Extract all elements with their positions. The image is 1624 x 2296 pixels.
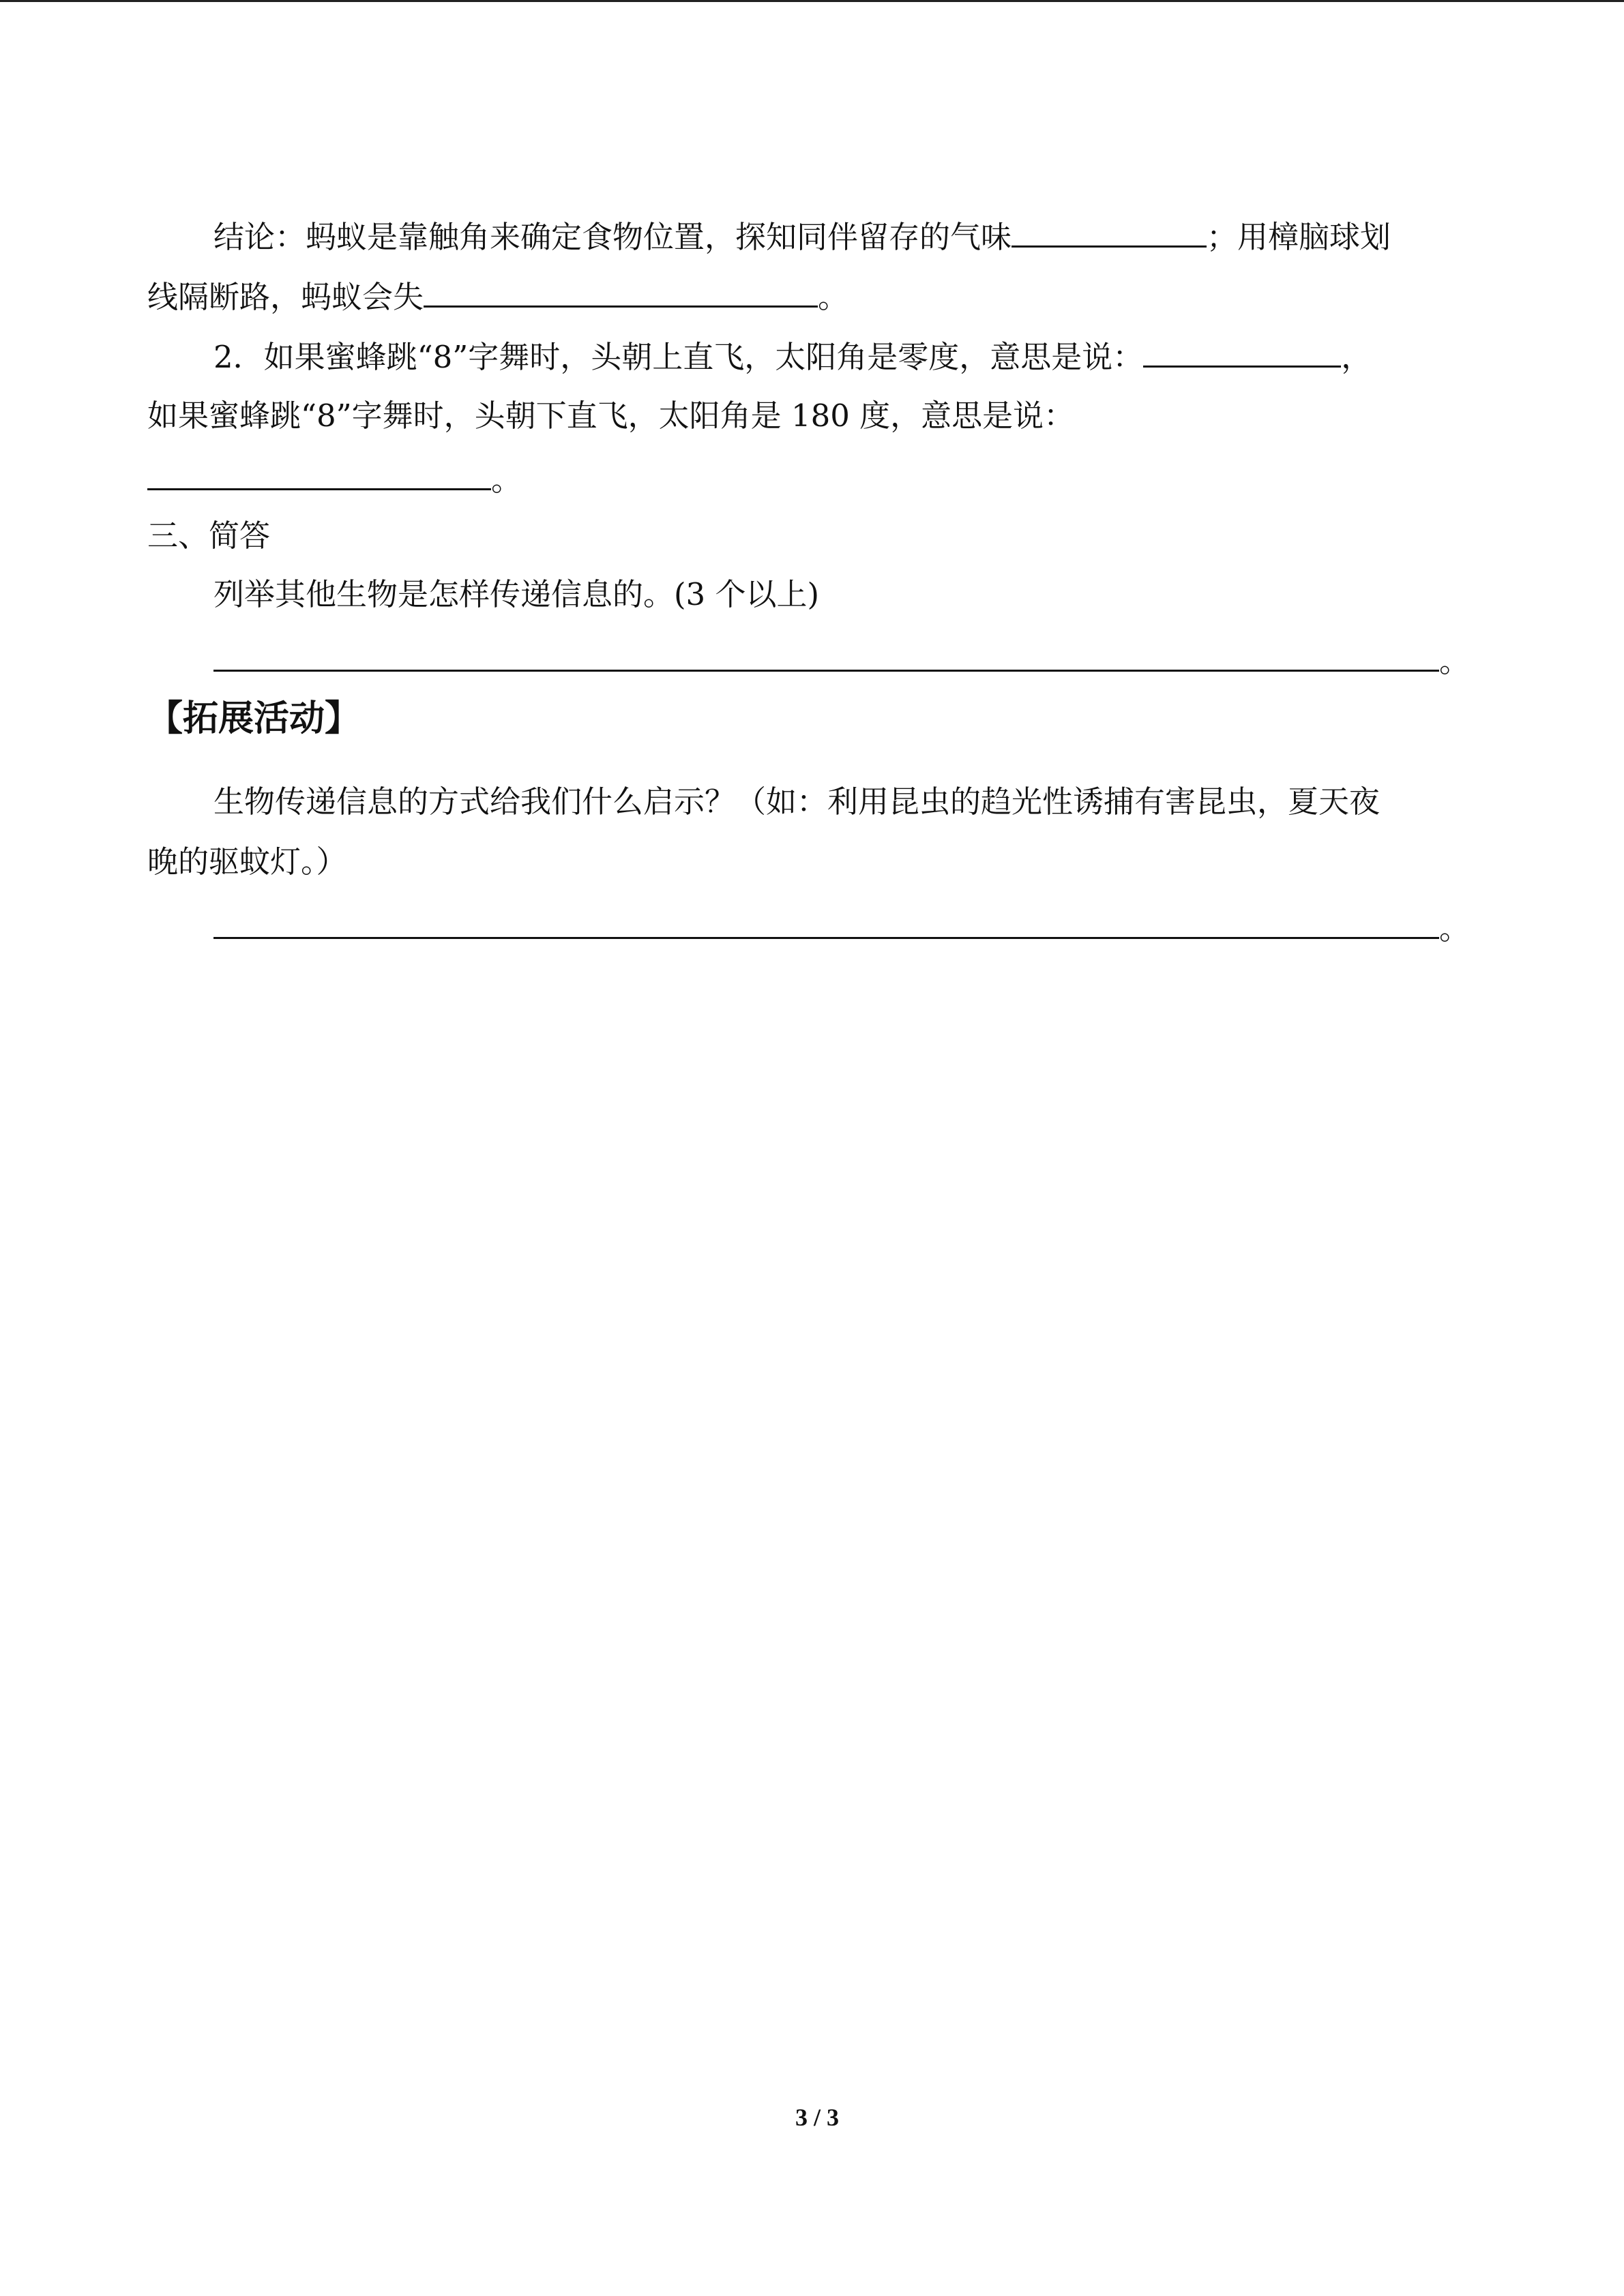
blank-inspiration[interactable] xyxy=(213,907,1439,939)
question-2-line-3 xyxy=(147,458,522,501)
question-2-text-1: 2．如果蜜蜂跳“8”字舞时，头朝上直飞，太阳角是零度，意思是说： xyxy=(213,339,1144,375)
section-3-title xyxy=(147,516,270,556)
question-2-text-3-end: 。 xyxy=(491,462,522,498)
extension-text-1: 生物传递信息的方式给我们什么启示？（如：利用昆虫的趋光性诱捕有害昆虫，夏天夜 xyxy=(213,784,1381,820)
section-3-title-text: 三、简答 xyxy=(147,518,271,554)
question-2-line-1 xyxy=(213,336,1372,378)
extension-heading xyxy=(147,697,360,741)
section-3-answer-line xyxy=(213,640,1470,682)
page-number xyxy=(795,2104,839,2131)
blank-other-organisms[interactable] xyxy=(213,640,1439,672)
blank-bee-up[interactable] xyxy=(1143,336,1341,368)
section-3-question-text: 列举其他生物是怎样传递信息的。(3 个以上) xyxy=(213,576,820,612)
blank-bee-down[interactable] xyxy=(147,458,491,490)
page-top-border xyxy=(0,0,1624,2)
extension-text-2: 晚的驱蚊灯。） xyxy=(147,844,347,880)
conclusion-line-1 xyxy=(213,215,1391,258)
question-2-text-1-end: ， xyxy=(1341,339,1372,375)
blank-ant-smell[interactable] xyxy=(1012,215,1207,248)
extension-heading-text: 【拓展活动】 xyxy=(147,698,361,739)
conclusion-text-1-tail: ；用樟脑球划 xyxy=(1207,219,1391,255)
extension-line-1 xyxy=(213,781,1380,822)
extension-answer-line xyxy=(213,907,1470,949)
blank-ant-lost[interactable] xyxy=(424,275,818,308)
section-3-answer-end: 。 xyxy=(1439,643,1471,679)
extension-line-2 xyxy=(147,841,347,882)
question-2-line-2 xyxy=(147,396,1074,436)
conclusion-text-1: 结论：蚂蚁是靠触角来确定食物位置，探知同伴留存的气味 xyxy=(213,219,1012,255)
conclusion-text-2: 线隔断路，蚂蚁会失 xyxy=(147,279,424,315)
section-3-question xyxy=(213,574,819,615)
extension-answer-end: 。 xyxy=(1439,910,1471,946)
conclusion-text-2-end: 。 xyxy=(818,279,849,315)
page-number-text: 3 / 3 xyxy=(795,2104,840,2131)
conclusion-line-2 xyxy=(147,275,848,318)
question-2-text-2: 如果蜜蜂跳“8”字舞时，头朝下直飞，太阳角是 180 度，意思是说： xyxy=(147,398,1075,434)
